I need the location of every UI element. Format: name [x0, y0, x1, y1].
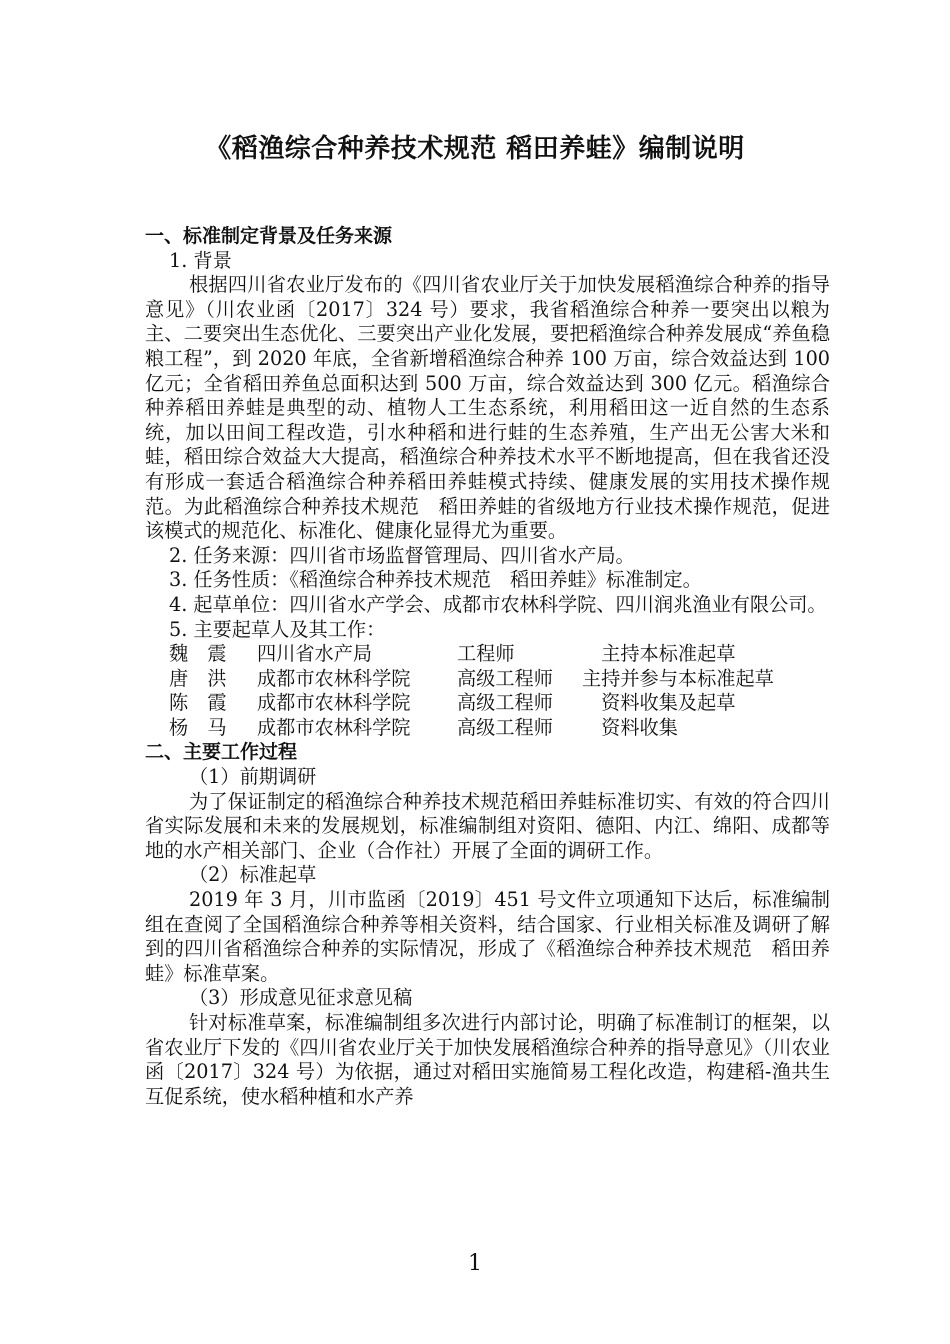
- drafter-org: 成都市农林科学院: [257, 666, 411, 690]
- drafter-work: 主持本标准起草: [582, 642, 736, 666]
- drafter-title: 高级工程师: [457, 666, 553, 690]
- subheading-preliminary-research: （1）前期调研: [189, 765, 317, 789]
- section-heading-1: 一、标准制定背景及任务来源: [145, 225, 393, 247]
- drafter-name: 唐 洪: [169, 666, 227, 690]
- drafter-title: 高级工程师: [457, 715, 553, 739]
- drafter-row: [145, 667, 830, 692]
- drafter-name: 陈 霞: [169, 691, 227, 715]
- page-number: 1: [468, 1251, 482, 1276]
- item-task-source: 2. 任务来源：四川省市场监督管理局、四川省水产局。: [169, 543, 635, 567]
- paragraph-preliminary-research: 为了保证制定的稻渔综合种养技术规范稻田养蛙标准切实、有效的符合四川省实际发展和未来的发展规划，标准编制组对资阳、德阳、内江、绵阳、成都等地的水产相关部门、企业（合作社）开展了全面的调研工作。: [145, 789, 830, 862]
- item-drafting-units: 4. 起草单位：四川省水产学会、成都市农林科学院、四川润兆渔业有限公司。: [169, 592, 827, 616]
- drafter-name: 杨 马: [169, 715, 227, 739]
- subheading-standard-drafting: （2）标准起草: [189, 863, 317, 887]
- drafter-row: [145, 716, 830, 741]
- drafter-name: 魏 震: [169, 642, 227, 666]
- paragraph-background: 根据四川省农业厅发布的《四川省农业厅关于加快发展稻渔综合种养的指导意见》（川农业函〔2017〕324 号）要求，我省稻渔综合种养一要突出以粮为主、二要突出生态优化、三要突出产业化发展，要把稻渔综合种养发展成“养鱼稳粮工程”，到 2020 年底，全省新增稻渔综合种养 100 万亩，综合效益达到 100 亿元；全省稻田养鱼总面积达到 500 万亩，综合效益达到 300 亿元。稻渔综合种养稻田养蛙是典型的动、植物人工生态系统，利用稻田这一近自然的生态系统，加以田间工程改造，引水种稻和进行蛙的生态养殖，生产出无公害大米和蛙，稻田综合效益大大提高，稻渔综合种养技术水平不断地提高，但在我省还没有形成一套适合稻渔综合种养稻田养蛙模式持续、健康发展的实用技术操作规范。为此稻渔综合种养技术规范 稻田养蛙的省级地方行业技术操作规范，促进该模式的规范化、标准化、健康化显得尤为重要。: [145, 273, 830, 543]
- drafter-org: 成都市农林科学院: [257, 715, 411, 739]
- drafter-title: 工程师: [457, 642, 515, 666]
- drafter-org: 成都市农林科学院: [257, 691, 411, 715]
- drafter-work: 资料收集及起草: [582, 691, 736, 715]
- document-title: 《稻渔综合种养技术规范 稻田养蛙》编制说明: [205, 134, 745, 164]
- paragraph-draft-for-comments: 针对标准草案，标准编制组多次进行内部讨论，明确了标准制订的框架，以省农业厅下发的《四川省农业厅关于加快发展稻渔综合种养的指导意见》（川农业函〔2017〕324 号）为依据，通过对稻田实施简易工程化改造，构建稻-渔共生互促系统，使水稻种植和水产养: [145, 1011, 830, 1108]
- item-drafters-label: 5. 主要起草人及其工作：: [169, 617, 386, 641]
- paragraph-standard-drafting: 2019 年 3 月，川市监函〔2019〕451 号文件立项通知下达后，标准编制组在查阅了全国稻渔综合种养等相关资料，结合国家、行业相关标准及调研了解到的四川省稻渔综合种养的实际情况，形成了《稻渔综合种养技术规范 稻田养蛙》标准草案。: [145, 888, 830, 985]
- drafter-title: 高级工程师: [457, 691, 553, 715]
- drafter-row: [145, 642, 830, 667]
- drafters-table: [145, 642, 830, 740]
- drafter-work: 主持并参与本标准起草: [582, 666, 774, 690]
- item-task-nature: 3. 任务性质：《稻渔综合种养技术规范 稻田养蛙》标准制定。: [169, 568, 702, 592]
- drafter-work: 资料收集: [582, 715, 678, 739]
- drafter-org: 四川省水产局: [257, 642, 373, 666]
- subheading-draft-for-comments: （3）形成意见征求意见稿: [189, 986, 413, 1010]
- item-background-label: 1. 背景: [169, 248, 232, 272]
- drafter-row: [145, 691, 830, 716]
- document-body: [145, 224, 830, 1109]
- section-heading-2: 二、主要工作过程: [145, 741, 298, 764]
